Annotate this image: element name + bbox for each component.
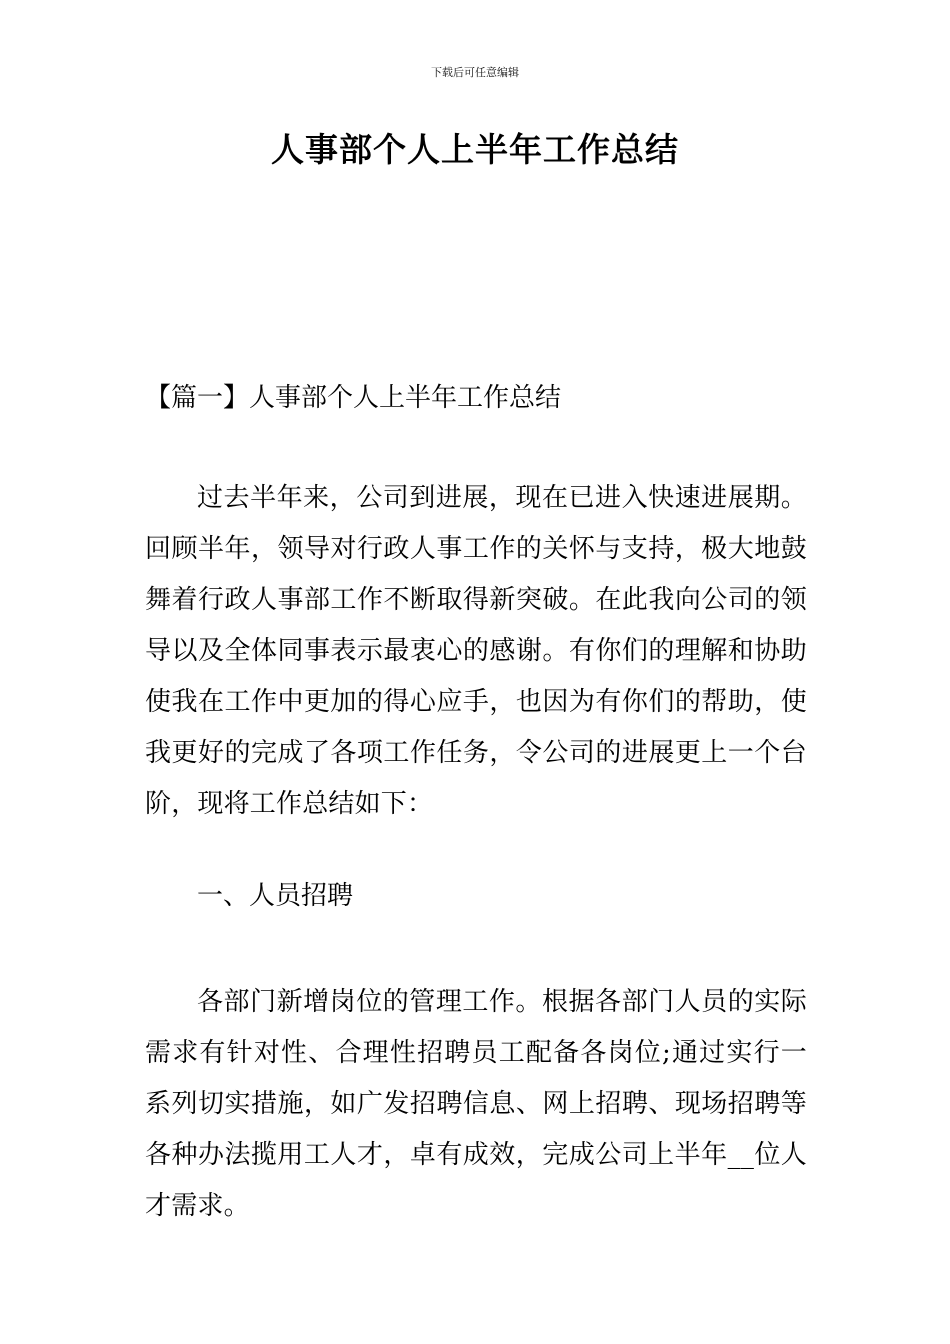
body-paragraph-1: 过去半年来，公司到进展，现在已进入快速进展期。回顾半年，领导对行政人事工作的关怀与支持，极大地鼓舞着行政人事部工作不断取得新突破。在此我向公司的领导以及全体同事表示最衷心的感谢。有你们的理解和协助使我在工作中更加的得心应手，也因为有你们的帮助，使我更好的完成了各项工作任务，令公司的进展更上一个台阶，现将工作总结如下： (145, 483, 807, 819)
body-paragraph-2: 各部门新增岗位的管理工作。根据各部门人员的实际需求有针对性、合理性招聘员工配备各岗位;通过实行一系列切实措施，如广发招聘信息、网上招聘、现场招聘等各种办法揽用工人才，卓有成效，完成公司上半年__位人才需求。 (145, 987, 807, 1221)
subheading-recruitment: 一、人员招聘 (197, 881, 354, 911)
document-title: 人事部个人上半年工作总结 (271, 130, 679, 169)
header-note: 下载后可任意编辑 (431, 66, 519, 79)
section-heading: 【篇一】人事部个人上半年工作总结 (145, 383, 562, 413)
